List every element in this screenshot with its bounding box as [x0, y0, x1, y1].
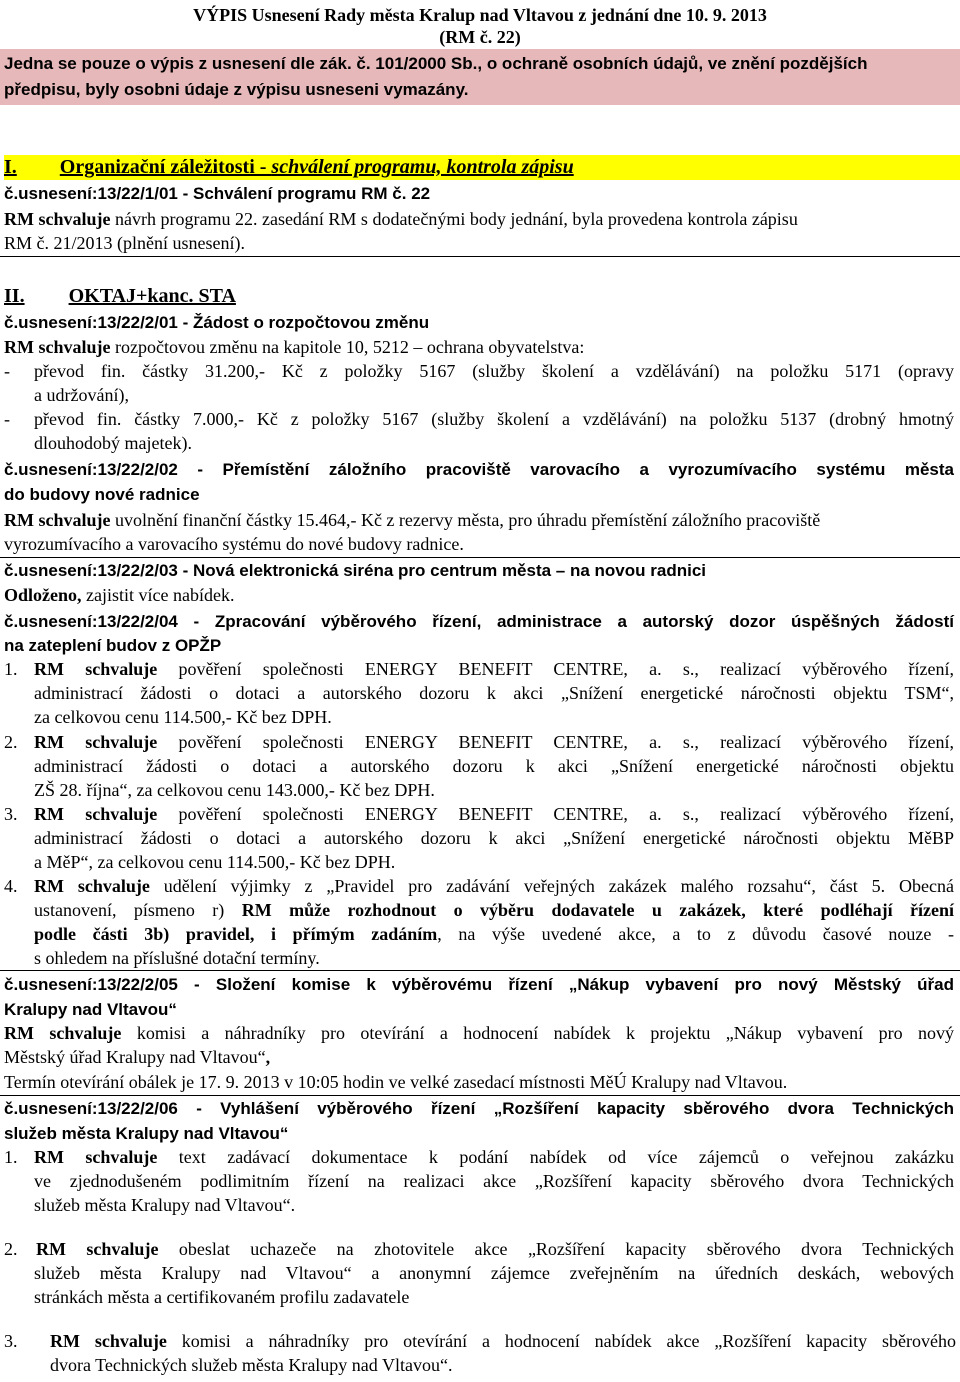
- item-number: 1.: [4, 659, 18, 679]
- resolution-2-05-line-1: RM schvaluje komisi a náhradníky pro otevírání a hodnocení nabídek k projektu „Nákup vybavení pro nový: [4, 1023, 954, 1043]
- resolution-heading-2-06-line-2: služeb města Kralupy nad Vltavou“: [4, 1124, 289, 1143]
- resolution-1-01-line-2: RM č. 21/2013 (plnění usnesení).: [4, 233, 245, 253]
- resolution-2-04-item-4-line-2: ustanovení, písmeno r) RM může rozhodnout o výběru dodavatele u zakázek, které podléhají řízení: [34, 900, 954, 920]
- resolution-heading-2-04-line-2: na zateplení budov z OPŽP: [4, 636, 222, 655]
- resolution-heading-2-06-line-1: č.usnesení:13/22/2/06 - Vyhlášení výběrového řízení „Rozšíření kapacity sběrového dvora Technických: [4, 1099, 954, 1118]
- section-1-title: Organizační záležitosti -: [59, 156, 272, 178]
- item-number: 1.: [4, 1147, 18, 1167]
- resolution-2-04-item-2-line-3: ZŠ 28. října“, za celkovou cenu 143.000,- Kč bez DPH.: [34, 780, 435, 800]
- bullet-dash: -: [4, 409, 10, 429]
- section-1-number: I.: [4, 156, 17, 178]
- resolution-2-01-line-1: RM schvaluje rozpočtovou změnu na kapitole 10, 5212 – ochrana obyvatelstva:: [4, 337, 585, 357]
- bullet-dash: -: [4, 361, 10, 381]
- resolution-heading-1-01: č.usnesení:13/22/1/01 - Schválení programu RM č. 22: [4, 184, 431, 203]
- resolution-2-04-item-3-line-1: RM schvaluje pověření společnosti ENERGY BENEFIT CENTRE, a. s., realizací výběrového řízení,: [34, 804, 954, 824]
- item-number: 3.: [4, 1331, 18, 1351]
- item-number: 2.: [4, 732, 18, 752]
- privacy-notice-line-1: Jedna se pouze o výpis z usnesení dle zák. č. 101/2000 Sb., o ochraně osobních údajů, ve znění pozdějších: [4, 54, 868, 73]
- resolution-2-02-line-2: vyrozumívacího a varovacího systému do nové budovy radnice.: [4, 534, 464, 554]
- resolution-2-06-item-1-line-3: služeb města Kralupy nad Vltavou“.: [34, 1195, 296, 1215]
- item-number: 4.: [4, 876, 18, 896]
- resolution-heading-2-03: č.usnesení:13/22/2/03 - Nová elektronická siréna pro centrum města – na novou radnici: [4, 561, 706, 580]
- section-1-title-italic: schválení programu, kontrola zápisu: [271, 156, 574, 178]
- resolution-2-04-item-3-line-2: administrací žádosti o dotaci a autorského dozoru k akci „Snížení energetické náročnosti objektu MěBP: [34, 828, 954, 848]
- resolution-1-01-line-1: RM schvaluje návrh programu 22. zasedání RM s dodatečnými body jednání, byla provedena kontrola zápisu: [4, 209, 798, 229]
- resolution-2-04-item-1-line-1: RM schvaluje pověření společnosti ENERGY BENEFIT CENTRE, a. s., realizací výběrového řízení,: [34, 659, 954, 679]
- resolution-2-04-item-2-line-1: RM schvaluje pověření společnosti ENERGY BENEFIT CENTRE, a. s., realizací výběrového řízení,: [34, 732, 954, 752]
- item-number: 3.: [4, 804, 18, 824]
- section-2-title: OKTAJ+kanc. STA: [68, 285, 236, 307]
- resolution-2-06-item-2-line-2: služeb města Kralupy nad Vltavou“ a anonymní zájemce zveřejněním na úředních deskách, webových: [34, 1263, 954, 1283]
- divider: [0, 1095, 960, 1096]
- resolution-2-04-item-4-line-1: RM schvaluje udělení výjimky z „Pravidel pro zadávání veřejných zakázek malého rozsahu“, část 5. Obecná: [34, 876, 954, 896]
- document-title: VÝPIS Usnesení Rady města Kralup nad Vltavou z jednání dne 10. 9. 2013: [193, 5, 767, 25]
- resolution-2-01-bullet-2-line-1: převod fin. částky 7.000,- Kč z položky 5167 (služby školení a vzdělávání) na položku 5137 (drobný hmotný: [34, 409, 954, 429]
- document-subtitle: (RM č. 22): [439, 27, 521, 47]
- privacy-notice-line-2: předpisu, byly osobni údaje z výpisu usneseni vymazány.: [4, 80, 469, 99]
- resolution-heading-2-02-line-2: do budovy nové radnice: [4, 485, 200, 504]
- divider: [0, 970, 960, 971]
- resolution-2-01-bullet-1-line-2: a udržování),: [34, 385, 129, 405]
- resolution-2-04-item-3-line-3: a MěP“, za celkovou cenu 114.500,- Kč bez DPH.: [34, 852, 396, 872]
- resolution-heading-2-01: č.usnesení:13/22/2/01 - Žádost o rozpočtovou změnu: [4, 313, 430, 332]
- resolution-2-06-item-1-line-1: RM schvaluje text zadávací dokumentace k podání nabídek od více zájemců o veřejnou zakázku: [34, 1147, 954, 1167]
- resolution-2-01-bullet-2-line-2: dlouhodobý majetek).: [34, 433, 192, 453]
- resolution-2-06-item-2-line-1: RM schvaluje obeslat uchazeče na zhotovitele akce „Rozšíření kapacity sběrového dvora Technických: [36, 1239, 954, 1259]
- resolution-2-04-item-4-line-4: s ohledem na příslušné dotační termíny.: [34, 948, 320, 968]
- section-1-heading: [4, 156, 574, 178]
- resolution-2-05-line-3: Termín otevírání obálek je 17. 9. 2013 v 10:05 hodin ve velké zasedací místnosti MěÚ Kralupy nad Vltavou.: [4, 1072, 788, 1092]
- divider: [0, 557, 960, 558]
- resolution-heading-2-05-line-1: č.usnesení:13/22/2/05 - Složení komise k výběrovému řízení „Nákup vybavení pro nový Městský úřad: [4, 975, 954, 994]
- divider: [0, 256, 960, 257]
- resolution-2-05-line-2: Městský úřad Kralupy nad Vltavou“,: [4, 1047, 271, 1067]
- section-2-heading: [4, 285, 236, 307]
- resolution-2-04-item-4-line-3: podle části 3b) pravidel, i přímým zadáním, na výše uvedené akce, a to z důvodu časové nouze -: [34, 924, 954, 944]
- resolution-2-03-line-1: Odloženo, zajistit více nabídek.: [4, 585, 235, 605]
- resolution-2-06-item-1-line-2: ve zjednodušeném podlimitním řízení na realizaci akce „Rozšíření kapacity sběrového dvora Technických: [34, 1171, 954, 1191]
- resolution-2-06-item-3-line-2: dvora Technických služeb města Kralupy nad Vltavou“.: [50, 1355, 453, 1375]
- resolution-2-04-item-1-line-3: za celkovou cenu 114.500,- Kč bez DPH.: [34, 707, 332, 727]
- section-2-number: II.: [4, 285, 25, 307]
- resolution-2-04-item-1-line-2: administrací žádosti o dotaci a autorského dozoru k akci „Snížení energetické náročnosti objektu TSM“,: [34, 683, 954, 703]
- resolution-2-06-item-2-line-3: stránkách města a certifikovaném profilu zadavatele: [34, 1287, 410, 1307]
- resolution-2-01-bullet-1-line-1: převod fin. částky 31.200,- Kč z položky 5167 (služby školení a vzdělávání) na položku 5171 (opravy: [34, 361, 954, 381]
- resolution-heading-2-05-line-2: Kralupy nad Vltavou“: [4, 1000, 177, 1019]
- resolution-2-06-item-3-line-1: RM schvaluje komisi a náhradníky pro otevírání a hodnocení nabídek akce „Rozšíření kapacity sběrového: [50, 1331, 956, 1351]
- item-number: 2.: [4, 1239, 18, 1259]
- resolution-heading-2-02-line-1: č.usnesení:13/22/2/02 - Přemístění záložního pracoviště varovacího a vyrozumívacího systému města: [4, 460, 954, 479]
- resolution-2-02-line-1: RM schvaluje uvolnění finanční částky 15.464,- Kč z rezervy města, pro úhradu přemístění záložního pracoviště: [4, 510, 821, 530]
- resolution-2-04-item-2-line-2: administrací žádosti o dotaci a autorského dozoru k akci „Snížení energetické náročnosti objektu: [34, 756, 954, 776]
- resolution-heading-2-04-line-1: č.usnesení:13/22/2/04 - Zpracování výběrového řízení, administrace a autorský dozor úspěšných žádostí: [4, 612, 954, 631]
